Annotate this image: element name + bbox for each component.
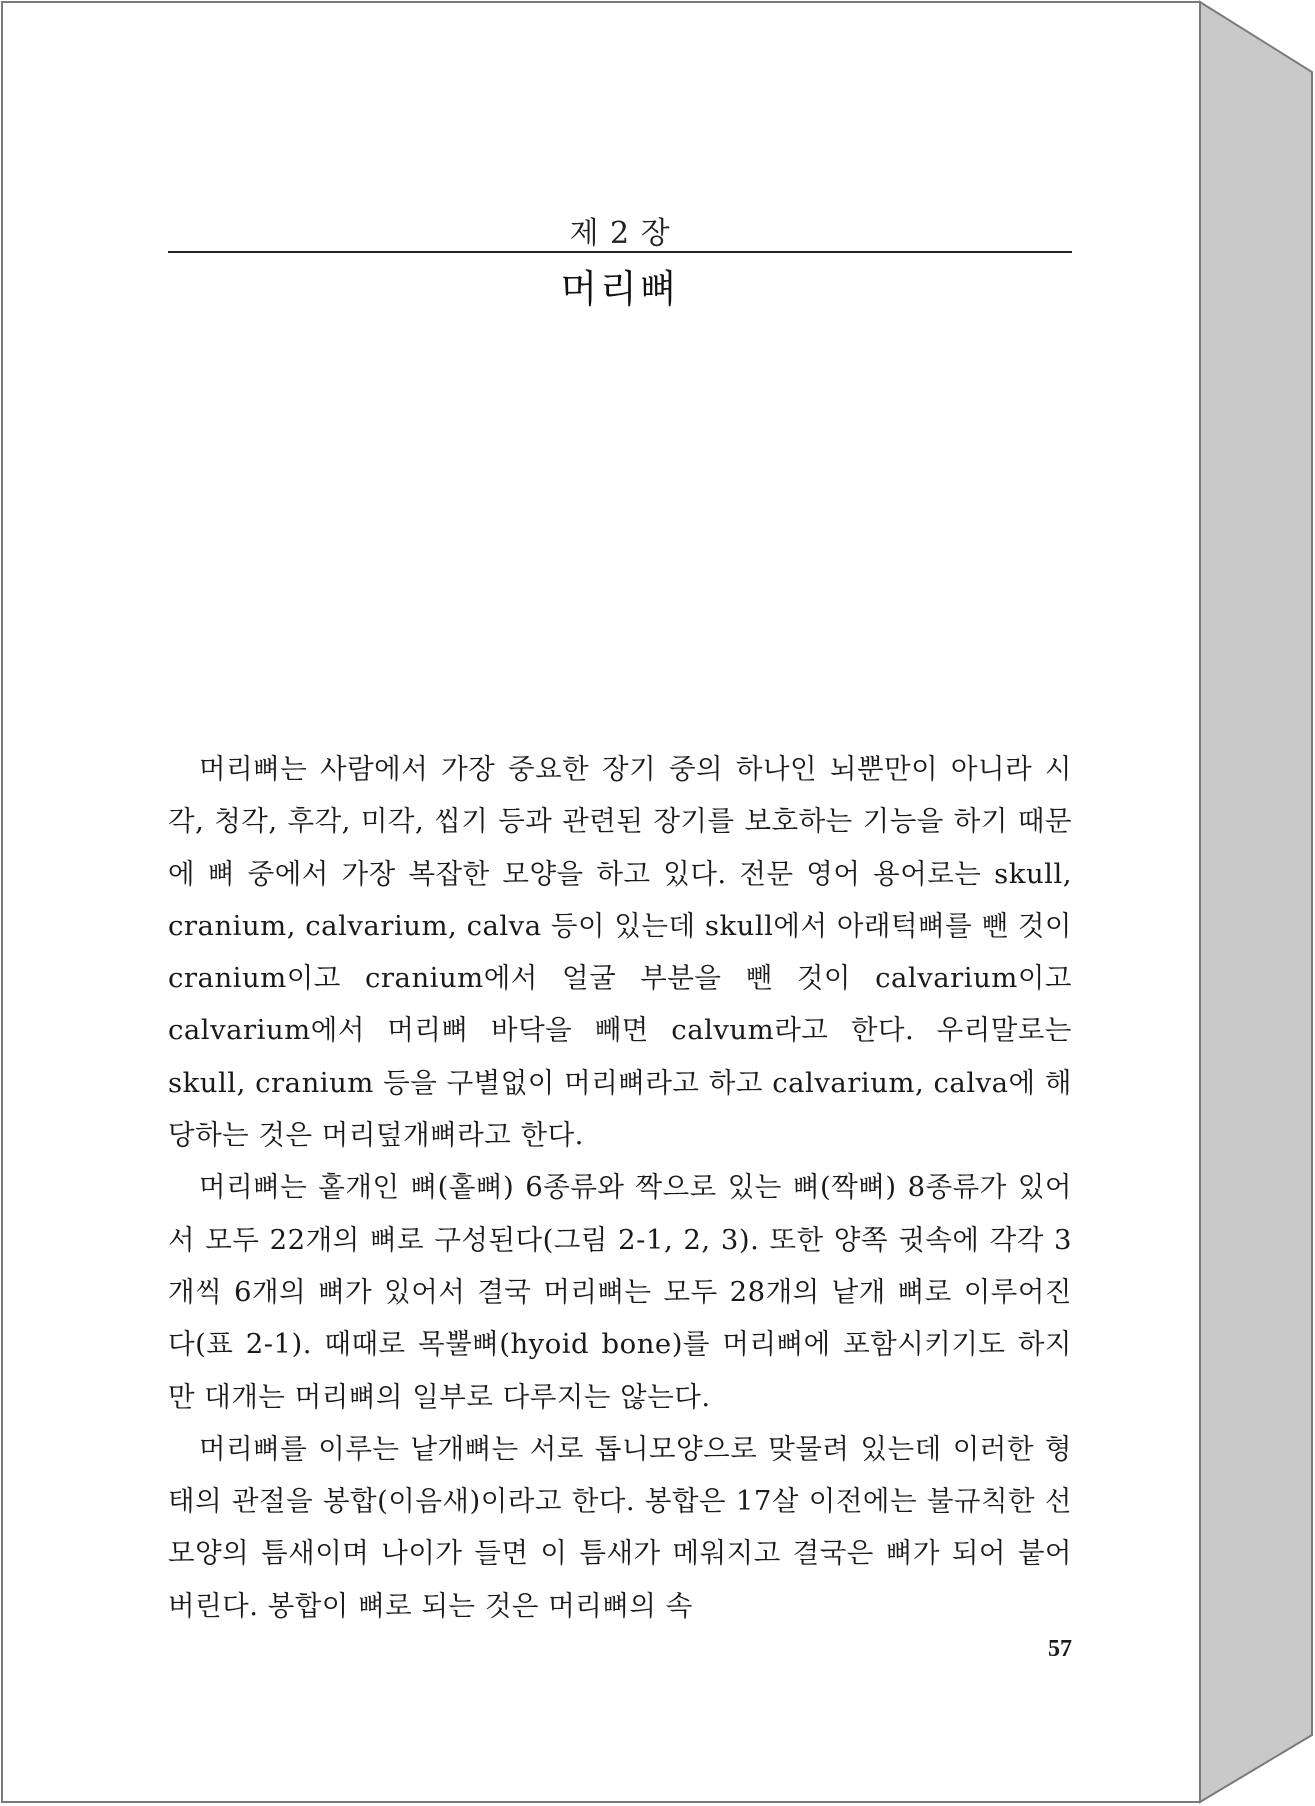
paragraph: 머리뼈는 사람에서 가장 중요한 장기 중의 하나인 뇌뿐만이 아니라 시각, 청각, 후각, 미각, 씹기 등과 관련된 장기를 보호하는 기능을 하기 때문에 뼈 중에서 가장 복잡한 모양을 하고 있다. 전문 영어 용어로는 skull, cranium, calvarium, calva 등이 있는데 skull에서 아래턱뼈를 뺀 것이 cranium이고 cranium에서 얼굴 부분을 뺀 것이 calvarium이고 calvarium에서 머리뼈 바닥을 빼면 calvum라고 한다. 우리말로는 skull, cranium 등을 구별없이 머리뼈라고 하고 calvarium, calva에 해당하는 것은 머리덮개뼈라고 한다. <box>168 753 1072 1152</box>
chapter-label: 제 2 장 <box>569 216 671 251</box>
paragraph: 머리뼈는 홑개인 뼈(홑뼈) 6종류와 짝으로 있는 뼈(짝뼈) 8종류가 있어서 모두 22개의 뼈로 구성된다(그림 2-1, 2, 3). 또한 양쪽 귓속에 각각 3개씩 6개의 뼈가 있어서 결국 머리뼈는 모두 28개의 낱개 뼈로 이루어진다(표 2-1). 때때로 목뿔뼈(hyoid bone)를 머리뼈에 포함시키기도 하지만 대개는 머리뼈의 일부로 다루지는 않는다. <box>168 1171 1072 1413</box>
book-thickness-side <box>1200 2 1312 1802</box>
page-number: 57 <box>1048 1636 1072 1662</box>
body-text <box>168 743 1072 1632</box>
paragraph: 머리뼈를 이루는 낱개뼈는 서로 톱니모양으로 맞물려 있는데 이러한 형태의 관절을 봉합(이음새)이라고 한다. 봉합은 17살 이전에는 불규칙한 선 모양의 틈새이며 나이가 들면 이 틈새가 메워지고 결국은 뼈가 되어 붙어버린다. 봉합이 뼈로 되는 것은 머리뼈의 속 <box>168 1432 1072 1622</box>
chapter-divider <box>168 251 1072 253</box>
chapter-title: 머리뼈 <box>560 267 680 311</box>
